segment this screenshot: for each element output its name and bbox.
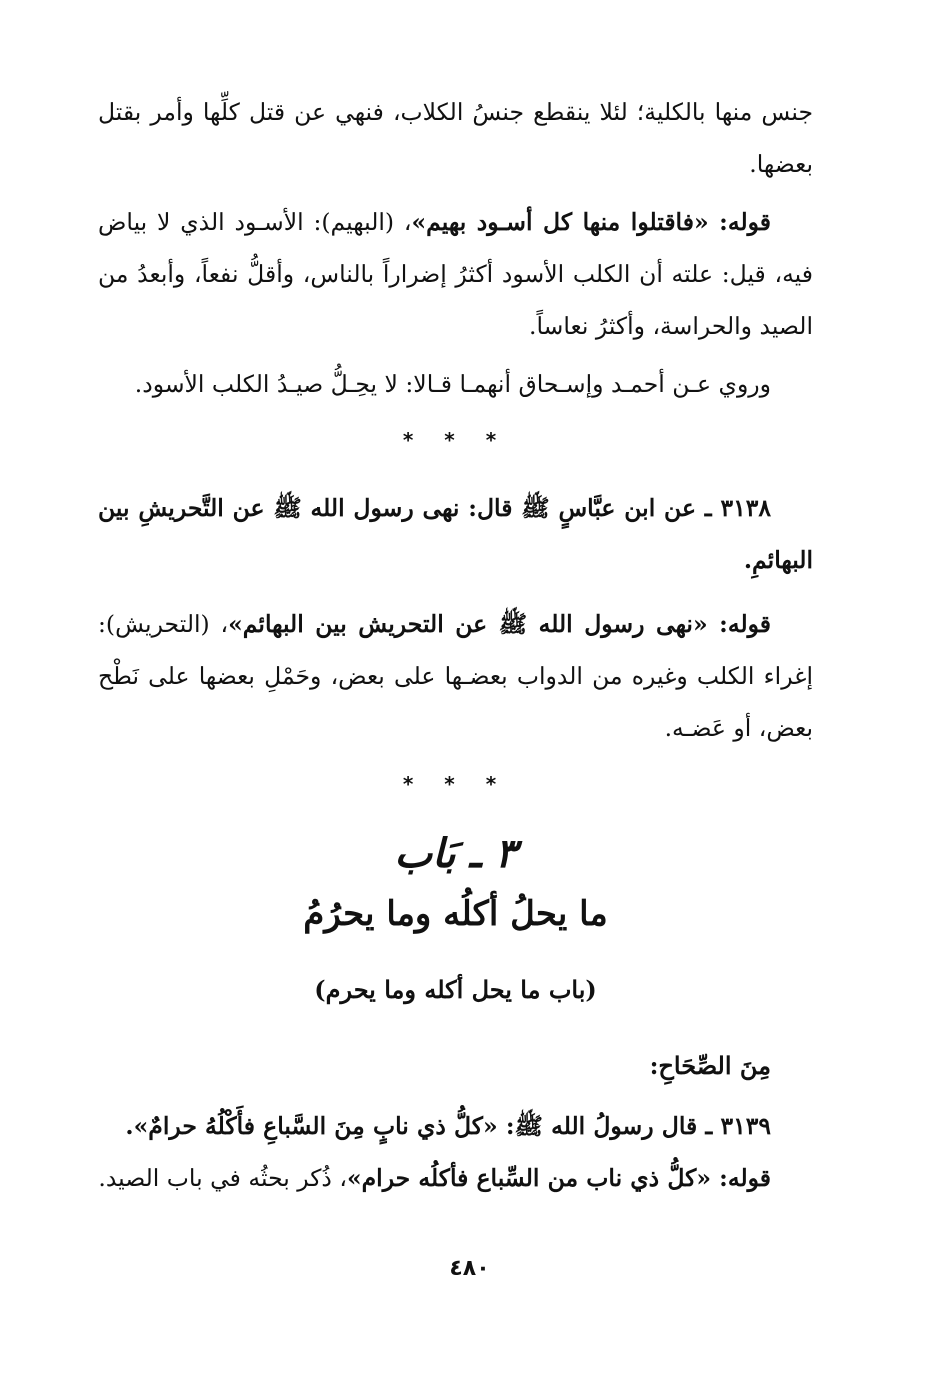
chapter-subtitle: (باب ما يحل أكله وما يحرم) bbox=[314, 975, 597, 1004]
commentary-text: ، (التحريش): إغراء الكلب وغيره من الدواب بعضـها على بعض، وحَمْلِ بعضها على نَطْح بعض، أو عَضـه. bbox=[98, 610, 813, 742]
page-number: ٤٨٠ bbox=[449, 1256, 490, 1281]
hadith-3139: ٣١٣٩ ـ قال رسولُ الله ﷺ: «كلُّ ذي نابٍ مِنَ السَّباعِ فأَكْلُهُ حرامٌ». bbox=[125, 1112, 771, 1140]
chapter-title: ما يحلُ أكلُه وما يحرُمُ bbox=[303, 894, 608, 934]
quote-lead: قوله: «نهى رسول الله ﷺ عن التحريش بين البهائم» bbox=[228, 610, 771, 638]
document-page bbox=[98, 86, 813, 1377]
commentary-tahrish bbox=[98, 598, 813, 754]
paragraph-continuation: جنس منها بالكلية؛ لئلا ينقطع جنسُ الكلاب، فنهي عن قتل كلِّها وأمر بقتل بعضها. bbox=[98, 98, 813, 178]
section-separator: * * * bbox=[402, 772, 509, 796]
commentary-text: ، (البهيم): الأسـود الذي لا بياض فيه، قيل: علته أن الكلب الأسود أكثرُ إضراراً بالناس، وأقلُّ نفعاً، وأبعدُ من الصيد والحراسة، وأكثرُ نعاساً. bbox=[98, 208, 813, 340]
section-separator: * * * bbox=[402, 428, 509, 452]
commentary-black-dog bbox=[98, 196, 813, 352]
chapter-number: ٣ ـ بَاب bbox=[394, 830, 517, 877]
section-label-sahih: مِنَ الصِّحَاحِ: bbox=[649, 1051, 771, 1080]
narration-ahmad-ishaq: وروي عـن أحمـد وإسـحاق أنهمـا قـالا: لا يحِـلُّ صيـدُ الكلب الأسود. bbox=[134, 370, 771, 398]
hadith-3138: ٣١٣٨ ـ عن ابن عبَّاسٍ ﷺ قال: نهى رسول الله ﷺ عن التَّحريشِ بين البهائمِ. bbox=[98, 494, 813, 574]
commentary-predators bbox=[98, 1152, 813, 1204]
quote-lead: قوله: «كلُّ ذي ناب من السِّباع فأكلُه حرام» bbox=[346, 1164, 771, 1192]
commentary-text: ، ذُكر بحثُه في باب الصيد. bbox=[98, 1164, 347, 1192]
quote-lead: قوله: «فاقتلوا منها كل أسـود بهيم» bbox=[411, 208, 771, 236]
